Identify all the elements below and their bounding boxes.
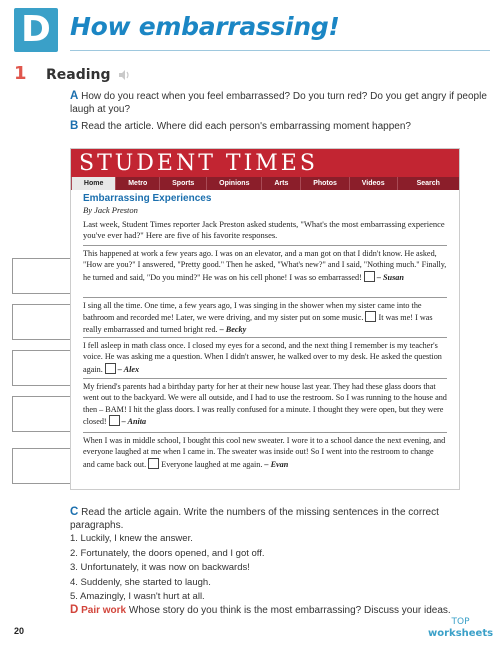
section-title: Reading <box>46 67 111 83</box>
story-text: This happened at work a few years ago. I was on an elevator, and a man got on that I didn't know. He asked, "How are you?" I answered, "Pretty good." Then he asked, "What's new?" and I said, "Nothing much." Finally, he turned and said, "Do you mind?" He was on his cell phone! I was so embarrassed! <box>83 249 447 282</box>
story-text-cont: It was me! I was really embarrassed and turned bright red. <box>83 313 433 334</box>
blank-box[interactable] <box>105 363 116 374</box>
instruction-a <box>70 90 490 116</box>
article-panel <box>70 148 460 490</box>
story-becky <box>83 297 447 335</box>
blank-box[interactable] <box>364 271 375 282</box>
story-text: When I was in middle school, I bought this cool new sweater. I wore it to a school dance the next evening, and everyone laughed at me when I came in. The sweater was inside out! So I went into the restroom to change and came back out. <box>83 436 446 469</box>
unit-badge: D <box>14 8 58 52</box>
story-signature: – Susan <box>376 272 404 282</box>
article-intro: Last week, Student Times reporter Jack Preston asked students, "What's the most embarrassing experience you've ever had?" Here are five of his favorite responses. <box>83 219 445 240</box>
story-text: I fell asleep in math class once. I closed my eyes for a second, and the next thing I remember is my teacher's voice. He was asking me a question. When I didn't answer, he walked over to my desk. He asked the question again. <box>83 341 442 374</box>
story-signature: – Alex <box>117 364 140 374</box>
nav-arts[interactable]: Arts <box>261 177 300 190</box>
list-item: 1. Luckily, I knew the answer. <box>70 533 193 544</box>
list-item: 5. Amazingly, I wasn't hurt at all. <box>70 591 205 602</box>
instruction-c <box>70 506 470 532</box>
story-text-cont: Everyone laughed at me again. <box>161 459 263 469</box>
story-signature: – Anita <box>121 417 147 427</box>
missing-sentences-list <box>70 532 470 605</box>
story-text: My friend's parents had a birthday party for her at their new house last year. They had these glass doors that went out to the backyard. We were all outside, and I had to use the restroom. So I was running to the house and then – BAM! I hit the glass doors. I was really confused for a minute. I thought they were open, but they were closed! <box>83 382 447 427</box>
nav-videos[interactable]: Videos <box>349 177 397 190</box>
answer-box-susan[interactable] <box>12 258 72 294</box>
list-item: 2. Fortunately, the doors opened, and I got off. <box>70 547 265 559</box>
nav-sports[interactable]: Sports <box>159 177 206 190</box>
story-signature: – Becky <box>219 324 247 334</box>
instruction-b-text: Read the article. Where did each person's embarrassing moment happen? <box>81 121 411 132</box>
article-headline: Embarrassing Experiences <box>83 193 212 204</box>
nav-search[interactable]: Search <box>397 177 460 190</box>
instruction-c-text: Read the article again. Write the numbers of the missing sentences in the correct paragraphs. <box>70 507 439 531</box>
instruction-b <box>70 120 490 134</box>
story-evan <box>83 432 447 470</box>
speaker-icon[interactable] <box>118 69 130 81</box>
blank-box[interactable] <box>365 311 376 322</box>
instruction-a-text: How do you react when you feel embarrassed? Do you turn red? Do you get angry if people laugh at you? <box>70 91 487 115</box>
page-number: 20 <box>14 626 25 636</box>
story-text: I sing all the time. One time, a few years ago, I was singing in the shower when my sister came into the bathroom and recorded me! Later, we were driving, and my sister put on some music. <box>83 301 422 323</box>
nav-photos[interactable]: Photos <box>300 177 349 190</box>
article-byline: By Jack Preston <box>83 205 138 215</box>
watermark-bottom: worksheets <box>428 628 494 639</box>
blank-box[interactable] <box>109 415 120 426</box>
story-anita <box>83 378 447 428</box>
instruction-d-label: D <box>70 604 79 616</box>
section-number: 1 <box>14 63 27 84</box>
answer-box-anita[interactable] <box>12 396 72 432</box>
answer-box-alex[interactable] <box>12 350 72 386</box>
article-nav <box>71 177 459 190</box>
answer-box-becky[interactable] <box>12 304 72 340</box>
page-title: How embarrassing! <box>70 12 340 41</box>
title-divider <box>70 50 490 51</box>
list-item: 4. Suddenly, she started to laugh. <box>70 576 211 588</box>
instruction-b-label: B <box>70 120 79 132</box>
pair-work-label: Pair work <box>81 605 127 616</box>
instruction-d-text: Whose story do you think is the most embarrassing? Discuss your ideas. <box>128 605 451 616</box>
story-susan <box>83 245 447 283</box>
instruction-d <box>70 604 460 618</box>
nav-opinions[interactable]: Opinions <box>206 177 261 190</box>
watermark-logo <box>428 616 493 640</box>
instruction-a-label: A <box>70 90 79 102</box>
watermark-top: TOP <box>451 617 470 627</box>
masthead: STUDENT TIMES <box>71 149 459 179</box>
list-item: 3. Unfortunately, it was now on backwards! <box>70 562 250 573</box>
nav-metro[interactable]: Metro <box>115 177 159 190</box>
answer-box-evan[interactable] <box>12 448 72 484</box>
blank-box[interactable] <box>148 458 159 469</box>
story-signature: – Evan <box>264 459 289 469</box>
story-alex <box>83 337 447 375</box>
instruction-c-label: C <box>70 506 79 518</box>
nav-home[interactable]: Home <box>71 177 115 190</box>
